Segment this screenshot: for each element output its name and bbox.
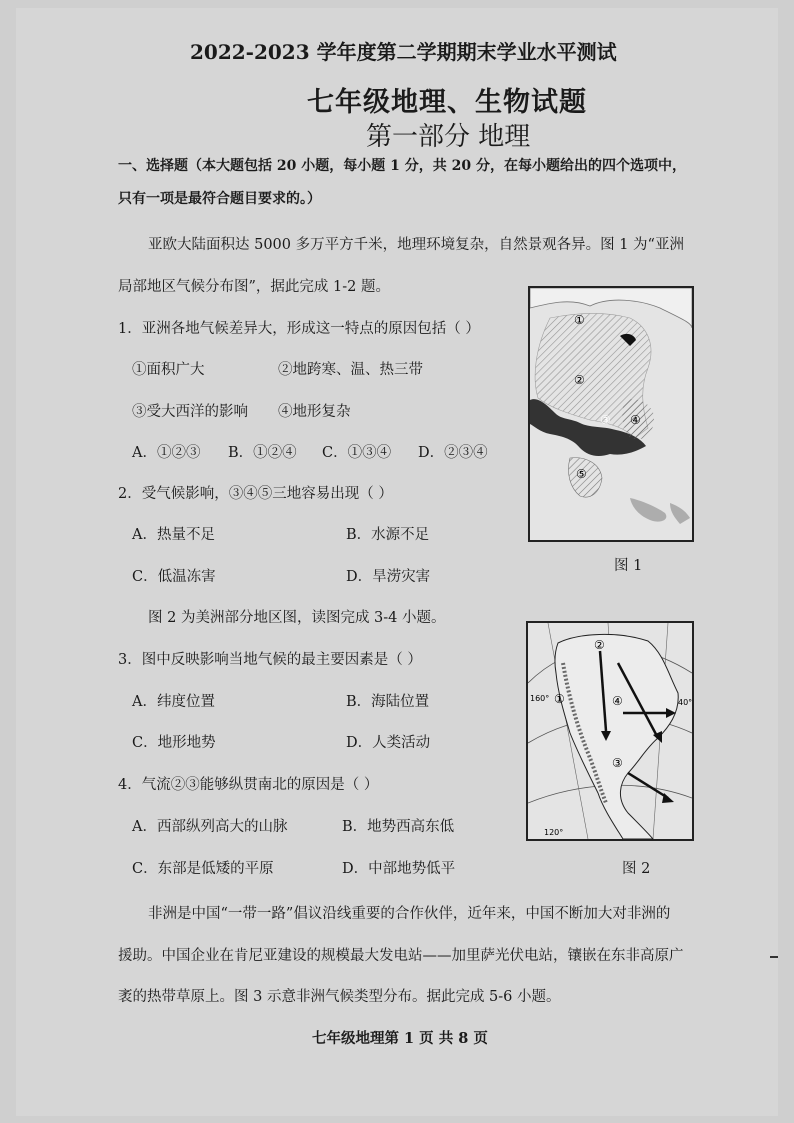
section-heading-line2: 只有一项是最符合题目要求的。） [118,191,321,207]
figure-2-label: 图 2 [622,861,651,877]
q2-option-b: B．水源不足 [346,527,430,543]
q1-option-d: D．②③④ [418,445,488,461]
section-heading-line1: 一、选择题（本大题包括 20 小题，每小题 1 分，共 20 分，在每小题给出的四个选项中， [118,158,686,174]
lon-120-label: 120° [544,828,564,837]
intro2: 图 2 为美洲部分地区图，读图完成 3-4 小题。 [148,610,446,626]
intro1-line2: 局部地区气候分布图”，据此完成 1-2 题。 [118,279,390,295]
q1-choice-4: ④地形复杂 [278,404,351,420]
q1-choice-3: ③受大西洋的影响 [132,404,248,420]
fig2-mark-4: ④ [612,694,623,708]
page-footer: 七年级地理第 1 页 共 8 页 [312,1030,488,1047]
figure-1-label: 图 1 [614,558,643,574]
q1-choice-1: ①面积广大 [132,362,205,378]
exam-subtitle: 七年级地理、生物试题 [307,87,587,118]
q3-option-c: C．地形地势 [132,735,216,751]
intro3-line2: 援助。中国企业在肯尼亚建设的规模最大发电站——加里萨光伏电站，镶嵌在东非高原广 [118,948,684,964]
islands-east [670,503,690,524]
lon-160-label: 160° [530,694,550,703]
intro3-line1: 非洲是中国“一带一路”倡议沿线重要的合作伙伴，近年来，中国不断加大对非洲的 [148,906,671,922]
q4-option-d: D．中部地势低平 [342,861,456,877]
question-2-stem: 2．受气候影响，③④⑤三地容易出现（ ） [118,486,393,502]
intro1-line1: 亚欧大陆面积达 5000 多万平方千米，地理环境复杂，自然景观各异。图 1 为“亚洲 [148,237,684,253]
q4-option-c: C．东部是低矮的平原 [132,861,274,877]
fig1-mark-3: ③ [600,413,611,427]
question-3-stem: 3．图中反映影响当地气候的最主要因素是（ ） [118,652,422,668]
fig1-mark-4: ④ [630,413,641,427]
q2-option-a: A．热量不足 [132,527,215,543]
figure-2-america-map [526,621,694,841]
q1-option-a: A．①②③ [132,445,201,461]
question-4-stem: 4．气流②③能够纵贯南北的原因是（ ） [118,777,379,793]
fig2-mark-2: ② [594,638,605,652]
q2-option-d: D．旱涝灾害 [346,569,431,585]
fig2-mark-3: ③ [612,756,623,770]
asia-map-drawing [530,288,692,540]
q3-option-b: B．海陆位置 [346,694,430,710]
fig1-mark-2: ② [574,373,585,387]
america-map-drawing [528,623,692,839]
question-1-stem: 1．亚洲各地气候差异大，形成这一特点的原因包括（ ） [118,321,480,337]
q3-option-a: A．纬度位置 [132,694,215,710]
arrowhead-3 [662,793,674,803]
q1-option-b: B．①②④ [228,445,297,461]
islands-region [630,498,666,522]
exam-title: 2022-2023 学年度第二学期期末学业水平测试 [190,40,617,64]
fig1-mark-5: ⑤ [576,467,587,481]
q4-option-b: B．地势西高东低 [342,819,455,835]
q3-option-d: D．人类活动 [346,735,431,751]
part-title: 第一部分 地理 [366,122,531,152]
q4-option-a: A．西部纵列高大的山脉 [132,819,288,835]
fig2-mark-1: ① [554,692,565,706]
margin-mark [770,956,778,958]
intro3-line3: 袤的热带草原上。图 3 示意非洲气候类型分布。据此完成 5-6 小题。 [118,989,561,1005]
q2-option-c: C．低温冻害 [132,569,216,585]
q1-choice-2: ②地跨寒、温、热三带 [278,362,423,378]
q1-option-c: C．①③④ [322,445,392,461]
lat-40-label: 40° [678,698,692,707]
figure-1-asia-climate-map [528,286,694,542]
fig1-mark-1: ① [574,313,585,327]
